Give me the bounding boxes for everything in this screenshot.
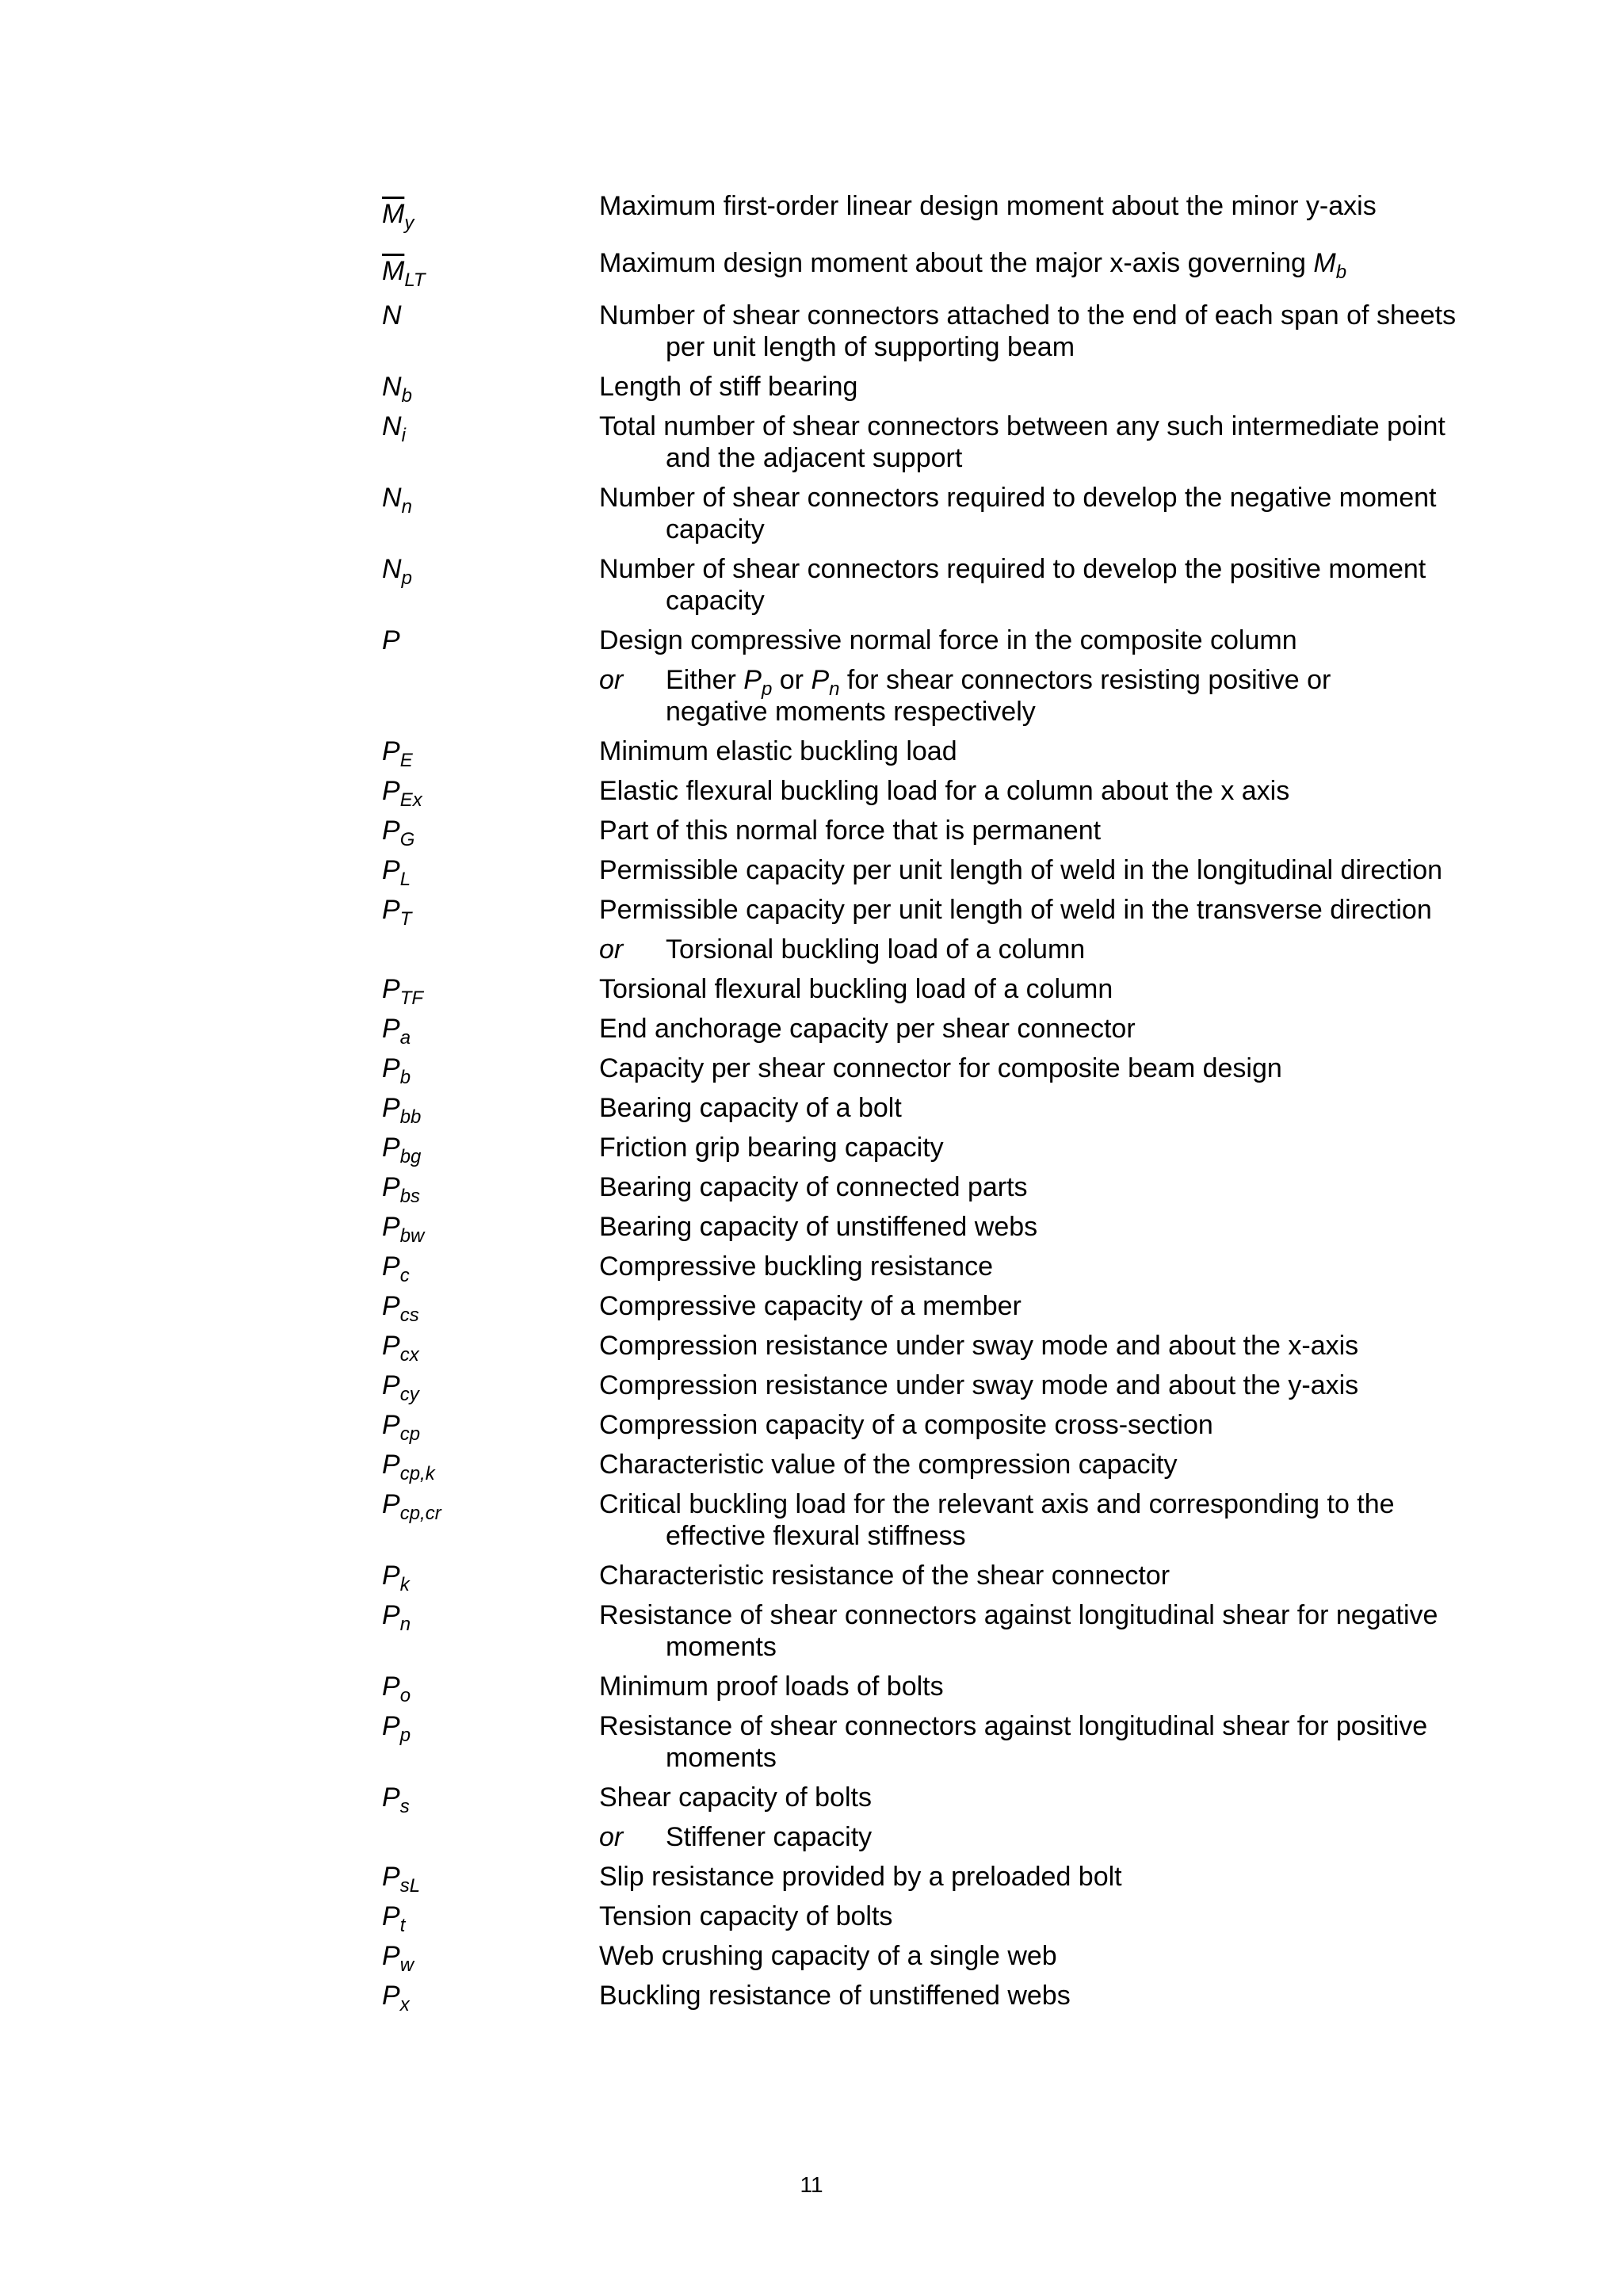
notation-symbol — [382, 1861, 421, 1897]
notation-description: Part of this normal force that is permanent — [599, 816, 1102, 846]
notation-symbol — [382, 1013, 411, 1049]
notation-row — [0, 190, 1623, 234]
notation-row — [0, 1171, 1623, 1207]
notation-row — [0, 1901, 1623, 1936]
notation-list — [0, 190, 1623, 2019]
notation-symbol — [382, 1488, 441, 1524]
notation-symbol — [382, 1599, 411, 1635]
symbol-subscript: TF — [399, 988, 424, 1009]
symbol-base: N — [382, 300, 402, 330]
symbol-base: N — [382, 372, 402, 402]
symbol-subscript: bb — [399, 1106, 422, 1128]
symbol-base: P — [382, 1981, 400, 2011]
page-number: 11 — [800, 2172, 823, 2197]
symbol-base: N — [382, 483, 402, 513]
notation-symbol — [382, 1251, 410, 1286]
symbol-subscript: p — [399, 1725, 411, 1746]
notation-description: Characteristic resistance of the shear connector — [599, 1561, 1170, 1591]
notation-symbol — [382, 1370, 419, 1405]
symbol-base: $\overline{M}$ — [382, 256, 405, 286]
symbol-base: P — [382, 1862, 400, 1892]
notation-symbol — [382, 300, 402, 331]
description-fragment: p — [761, 678, 773, 700]
notation-symbol — [382, 625, 400, 656]
symbol-base: N — [382, 554, 402, 584]
notation-symbol — [382, 1901, 406, 1936]
description-symbol: M — [1313, 248, 1336, 278]
or-word: or — [599, 1822, 624, 1852]
notation-description: Buckling resistance of unstiffened webs — [599, 1981, 1071, 2011]
symbol-base: $\overline{M}$ — [382, 199, 405, 229]
symbol-base: P — [382, 1093, 400, 1123]
notation-symbol — [382, 894, 412, 930]
symbol-base: P — [382, 1212, 400, 1242]
symbol-subscript: cx — [399, 1344, 419, 1366]
notation-symbol — [382, 1330, 419, 1366]
notation-row — [0, 1092, 1623, 1128]
notation-description: Resistance of shear connectors against longitudinal shear for negative moments — [599, 1600, 1438, 1662]
notation-description: Permissible capacity per unit length of weld in the longitudinal direction — [599, 855, 1443, 885]
symbol-base: P — [382, 776, 400, 806]
notation-symbol — [382, 735, 413, 771]
symbol-subscript: y — [404, 212, 414, 234]
notation-description: Friction grip bearing capacity — [599, 1133, 944, 1163]
notation-row — [0, 1782, 1623, 1817]
symbol-subscript: bs — [399, 1186, 421, 1207]
description-fragment: for shear connectors resisting positive or negative moments respectively — [666, 665, 1331, 727]
notation-description — [599, 247, 1490, 283]
symbol-subscript: b — [401, 385, 412, 407]
description-fragment: n — [829, 678, 840, 700]
notation-row — [0, 300, 1623, 363]
symbol-subscript: cp — [399, 1423, 421, 1445]
notation-description: Shear capacity of bolts — [599, 1782, 872, 1813]
notation-row — [0, 973, 1623, 1009]
notation-row — [0, 854, 1623, 890]
notation-symbol — [382, 1710, 411, 1746]
notation-row — [0, 553, 1623, 617]
symbol-subscript: o — [399, 1685, 411, 1706]
symbol-subscript: n — [401, 496, 412, 518]
notation-symbol — [382, 553, 412, 589]
notation-row — [0, 247, 1623, 291]
notation-alt-description: Stiffener capacity — [666, 1822, 873, 1852]
symbol-base: P — [382, 1133, 400, 1163]
symbol-subscript: w — [399, 1954, 414, 1976]
notation-description: Minimum elastic buckling load — [599, 736, 957, 766]
symbol-subscript: cy — [399, 1384, 419, 1405]
symbol-subscript: cp,cr — [399, 1503, 441, 1524]
symbol-subscript: t — [399, 1915, 406, 1936]
notation-row — [0, 1940, 1623, 1976]
notation-symbol — [382, 1449, 435, 1484]
notation-description: Web crushing capacity of a single web — [599, 1941, 1057, 1971]
notation-description: Minimum proof loads of bolts — [599, 1671, 944, 1702]
notation-symbol — [382, 198, 414, 234]
notation-symbol — [382, 1560, 410, 1595]
symbol-subscript: L — [399, 869, 411, 890]
symbol-base: P — [382, 1291, 400, 1321]
notation-alt-description: Torsional buckling load of a column — [666, 934, 1086, 965]
notation-symbol — [382, 815, 415, 850]
symbol-subscript: G — [399, 829, 415, 850]
notation-alt-description — [666, 664, 1423, 728]
symbol-base: P — [382, 1370, 400, 1400]
symbol-subscript: cs — [399, 1305, 419, 1326]
symbol-base: P — [382, 1251, 400, 1282]
description-fragment: Either — [666, 665, 744, 695]
notation-row — [0, 1488, 1623, 1552]
notation-row — [0, 1132, 1623, 1167]
symbol-subscript: sL — [399, 1875, 421, 1897]
notation-symbol — [382, 482, 412, 518]
notation-symbol — [382, 1092, 422, 1128]
symbol-subscript: bw — [399, 1225, 425, 1247]
notation-symbol — [382, 973, 424, 1009]
symbol-base: P — [382, 1331, 400, 1361]
notation-description: Number of shear connectors attached to the end of each span of sheets per unit length of supporting beam — [599, 300, 1457, 362]
notation-symbol — [382, 1782, 410, 1817]
notation-symbol — [382, 1132, 422, 1167]
symbol-subscript: n — [399, 1614, 411, 1635]
notation-symbol — [382, 1290, 419, 1326]
notation-row — [0, 815, 1623, 850]
description-symbol-subscript: b — [1335, 262, 1347, 283]
symbol-base: P — [382, 1671, 400, 1702]
notation-description: Tension capacity of bolts — [599, 1901, 893, 1931]
notation-row — [0, 775, 1623, 811]
symbol-base: P — [382, 1014, 400, 1044]
symbol-subscript: LT — [404, 269, 426, 291]
symbol-base: P — [382, 1410, 400, 1440]
symbol-subscript: p — [401, 567, 412, 589]
notation-row — [0, 1013, 1623, 1049]
notation-symbol — [382, 854, 411, 890]
notation-symbol — [382, 1980, 410, 2015]
symbol-base: P — [382, 1450, 400, 1480]
notation-row — [0, 1409, 1623, 1445]
symbol-base: P — [382, 974, 400, 1004]
notation-row — [0, 411, 1623, 474]
notation-row — [0, 371, 1623, 407]
symbol-base: P — [382, 816, 400, 846]
notation-description: Permissible capacity per unit length of weld in the transverse direction — [599, 895, 1432, 925]
notation-row — [0, 894, 1623, 930]
notation-description: Torsional flexural buckling load of a column — [599, 974, 1113, 1004]
symbol-base: P — [382, 1600, 400, 1630]
symbol-subscript: b — [399, 1067, 411, 1088]
notation-description: Slip resistance provided by a preloaded bolt — [599, 1862, 1122, 1892]
notation-description: Bearing capacity of a bolt — [599, 1093, 902, 1123]
notation-row — [0, 1671, 1623, 1706]
notation-row — [0, 1290, 1623, 1326]
notation-description: Compression resistance under sway mode and about the x-axis — [599, 1331, 1359, 1361]
notation-continuation-row — [0, 934, 1623, 965]
symbol-subscript: Ex — [399, 789, 422, 811]
notation-row — [0, 1052, 1623, 1088]
notation-description: Compression resistance under sway mode and about the y-axis — [599, 1370, 1359, 1400]
notation-description: Bearing capacity of connected parts — [599, 1172, 1028, 1202]
symbol-base: P — [382, 895, 400, 925]
notation-row — [0, 1710, 1623, 1774]
notation-symbol — [382, 1171, 421, 1207]
symbol-subscript: k — [399, 1574, 410, 1595]
or-word: or — [599, 934, 624, 965]
symbol-base: P — [382, 625, 400, 655]
notation-row — [0, 1599, 1623, 1663]
symbol-subscript: i — [401, 425, 406, 446]
notation-description: Maximum first-order linear design moment about the minor y-axis — [599, 191, 1377, 221]
notation-description: Capacity per shear connector for composite beam design — [599, 1053, 1282, 1083]
notation-description: Number of shear connectors required to develop the negative moment capacity — [599, 483, 1437, 544]
notation-description: Elastic flexural buckling load for a column about the x axis — [599, 776, 1290, 806]
notation-description: Compressive buckling resistance — [599, 1251, 993, 1282]
symbol-base: P — [382, 1901, 400, 1931]
notation-description: Design compressive normal force in the composite column — [599, 625, 1297, 655]
description-fragment: P — [743, 665, 762, 695]
symbol-subscript: a — [399, 1027, 411, 1049]
symbol-base: P — [382, 1941, 400, 1971]
symbol-base: P — [382, 1711, 400, 1741]
symbol-base: P — [382, 855, 400, 885]
symbol-subscript: x — [399, 1994, 410, 2015]
notation-continuation-row — [0, 1821, 1623, 1853]
notation-description: Compressive capacity of a member — [599, 1291, 1022, 1321]
notation-row — [0, 1330, 1623, 1366]
symbol-base: P — [382, 1782, 400, 1813]
notation-symbol — [382, 255, 426, 291]
notation-symbol — [382, 775, 422, 811]
symbol-base: N — [382, 411, 402, 441]
notation-description: Critical buckling load for the relevant axis and corresponding to the effective flexural stiffness — [599, 1489, 1395, 1551]
symbol-base: P — [382, 1561, 400, 1591]
notation-symbol — [382, 1940, 414, 1976]
notation-row — [0, 1560, 1623, 1595]
notation-description: Bearing capacity of unstiffened webs — [599, 1212, 1038, 1242]
notation-row — [0, 1449, 1623, 1484]
notation-row — [0, 625, 1623, 656]
description-fragment: Maximum design moment about the major x-axis governing — [599, 248, 1314, 278]
notation-symbol — [382, 1211, 425, 1247]
symbol-subscript: cp,k — [399, 1463, 435, 1484]
notation-symbol — [382, 1052, 411, 1088]
notation-row — [0, 735, 1623, 771]
notation-row — [0, 1251, 1623, 1286]
notation-row — [0, 1980, 1623, 2015]
notation-description: End anchorage capacity per shear connector — [599, 1014, 1136, 1044]
symbol-subscript: E — [399, 750, 413, 771]
notation-description: Characteristic value of the compression capacity — [599, 1450, 1178, 1480]
notation-row — [0, 1370, 1623, 1405]
symbol-base: P — [382, 1053, 400, 1083]
symbol-subscript: c — [399, 1265, 410, 1286]
notation-description: Resistance of shear connectors against longitudinal shear for positive moments — [599, 1711, 1428, 1773]
symbol-subscript: s — [399, 1796, 410, 1817]
notation-row — [0, 482, 1623, 545]
notation-description: Number of shear connectors required to develop the positive moment capacity — [599, 554, 1426, 616]
symbol-base: P — [382, 1172, 400, 1202]
notation-description: Length of stiff bearing — [599, 372, 858, 402]
description-fragment: or — [772, 665, 812, 695]
notation-symbol — [382, 1671, 411, 1706]
description-fragment: P — [811, 665, 830, 695]
or-word: or — [599, 665, 624, 695]
notation-symbol — [382, 1409, 421, 1445]
notation-symbol — [382, 411, 406, 446]
notation-row — [0, 1861, 1623, 1897]
notation-continuation-row — [0, 664, 1623, 728]
notation-description: Total number of shear connectors between any such intermediate point and the adjacent support — [599, 411, 1445, 473]
symbol-subscript: T — [399, 908, 412, 930]
symbol-base: P — [382, 1489, 400, 1519]
symbol-subscript: bg — [399, 1146, 422, 1167]
symbol-base: P — [382, 736, 400, 766]
notation-symbol — [382, 371, 412, 407]
notation-row — [0, 1211, 1623, 1247]
notation-description: Compression capacity of a composite cross-section — [599, 1410, 1213, 1440]
